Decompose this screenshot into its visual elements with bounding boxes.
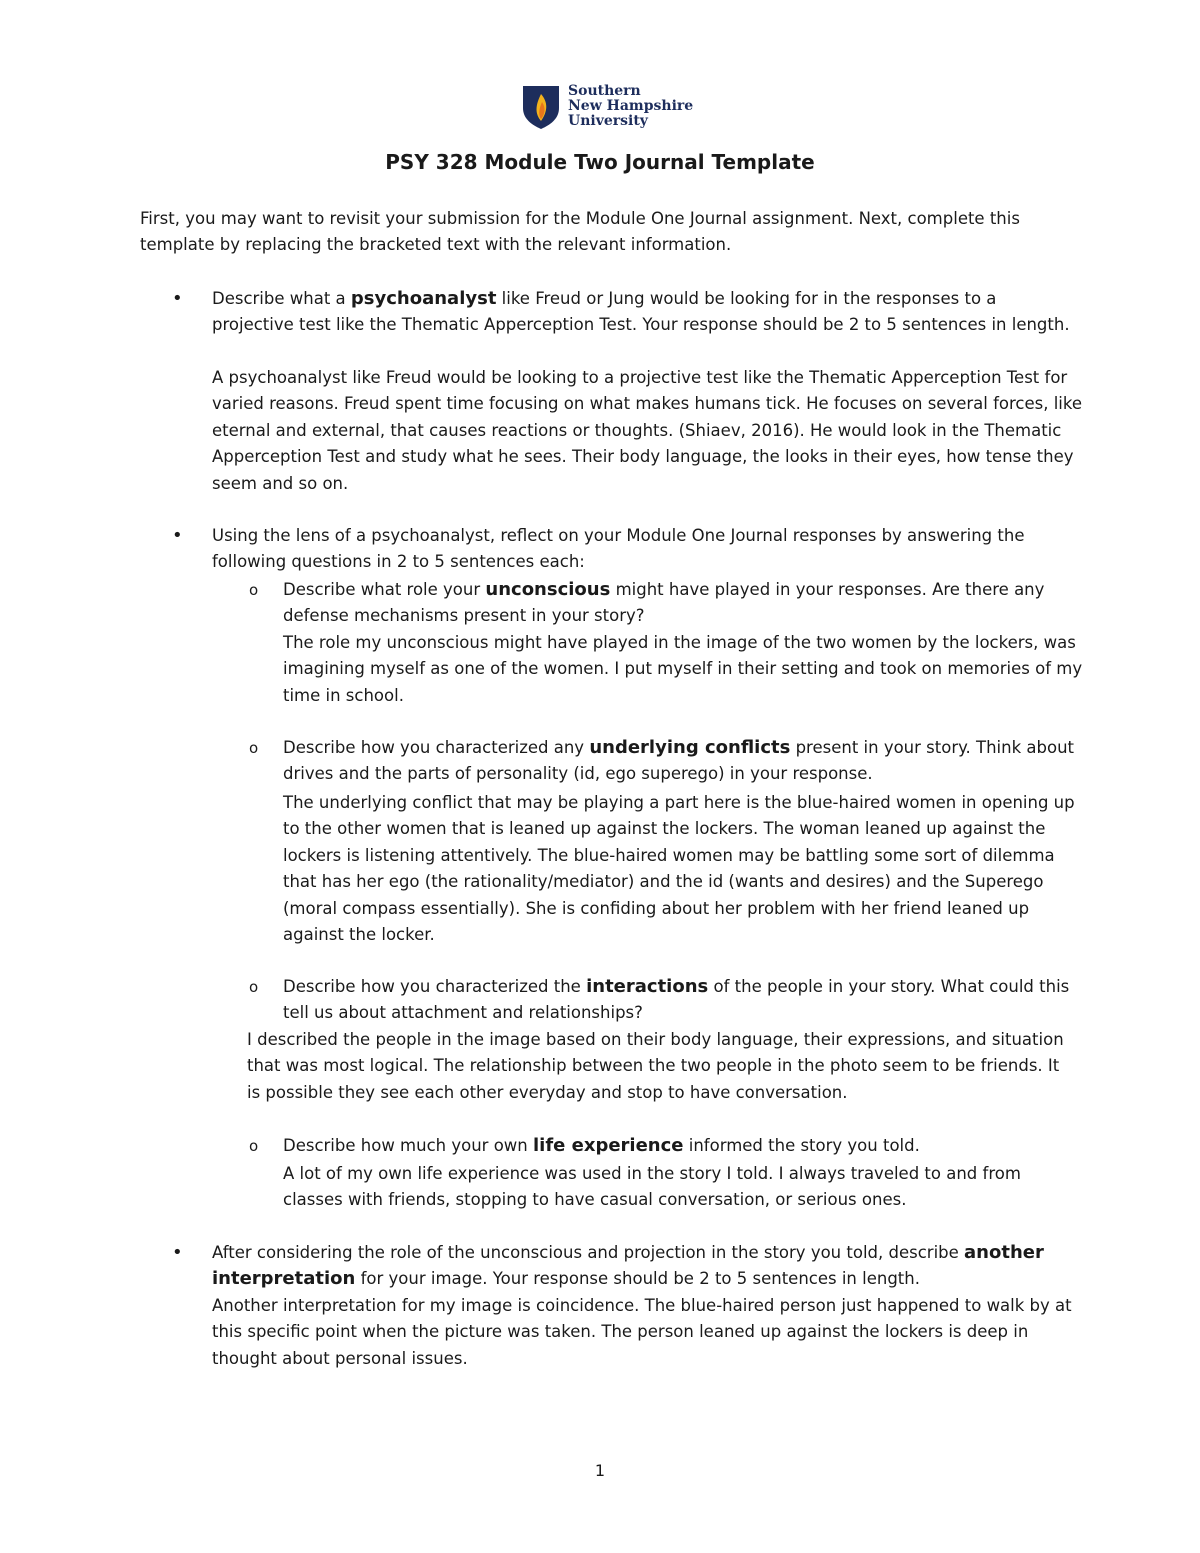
question-2: Describe how you characterized any underlying conflicts present in your story. Think about drives and the parts of personality (id, ego superego) in your response. — [283, 737, 1075, 784]
answer-2: The underlying conflict that may be playing a part here is the blue-haired women in opening up to the other women that is leaned up against the lockers. The woman leaned up against the lockers is listening attentively. The blue-haired women may be battling some sort of dilemma that has her ego (the rationality/mediator) and the id (wants and desires) and the Superego (moral compass essentially). She is confiding about her problem with her friend leaned up against the locker. — [283, 793, 1075, 945]
bullet-marker: • — [172, 1242, 183, 1263]
answer-3: I described the people in the image based on their body language, their expressions, and situation that was most logical. The relationship between the two people in the photo seem to be friends. It is possible they see each other everyday and stop to have conversation. — [247, 1030, 1064, 1102]
university-name — [568, 84, 693, 129]
page-number: 1 — [594, 1461, 606, 1480]
flame-shield-icon — [521, 84, 561, 130]
section1-prompt: Describe what a psychoanalyst like Freud or Jung would be looking for in the responses to a projective test like the Thematic Apperception Test. Your response should be 2 to 5 sentences in length. — [212, 288, 1070, 335]
page-title: PSY 328 Module Two Journal Template — [385, 150, 815, 174]
question-1: Describe what role your unconscious might have played in your responses. Are there any defense mechanisms present in your story? — [283, 579, 1045, 626]
key-term: unconscious — [485, 579, 611, 600]
logo-line-3: University — [568, 113, 648, 129]
section1-answer: A psychoanalyst like Freud would be looking to a projective test like the Thematic Apperception Test for varied reasons. Freud spent time focusing on what makes humans tick. He focuses on several forces, like eternal and external, that causes reactions or thoughts. (Shiaev, 2016). He would look in the Thematic Apperception Test and study what he sees. Their body language, the looks in their eyes, how tense they seem and so on. — [212, 368, 1082, 493]
question-4: Describe how much your own life experience informed the story you told. — [283, 1135, 920, 1156]
sub-bullet-marker: o — [249, 581, 259, 599]
question-3: Describe how you characterized the interactions of the people in your story. What could this tell us about attachment and relationships? — [283, 976, 1070, 1023]
key-term: life experience — [533, 1135, 684, 1156]
section3-prompt: After considering the role of the unconscious and projection in the story you told, describe another interpretation for your image. Your response should be 2 to 5 sentences in length. — [212, 1242, 1044, 1290]
section3-answer: Another interpretation for my image is coincidence. The blue-haired person just happened to walk by at this specific point when the picture was taken. The person leaned up against the lockers is deep in thought about personal issues. — [212, 1296, 1072, 1368]
bullet-marker: • — [172, 288, 183, 309]
key-term: interactions — [586, 976, 709, 997]
intro-paragraph: First, you may want to revisit your submission for the Module One Journal assignment. Next, complete this template by replacing the bracketed text with the relevant information. — [140, 209, 1020, 255]
answer-4: A lot of my own life experience was used in the story I told. I always traveled to and from classes with friends, stopping to have casual conversation, or serious ones. — [283, 1164, 1021, 1210]
bullet-marker: • — [172, 525, 183, 546]
answer-1: The role my unconscious might have played in the image of the two women by the lockers, was imagining myself as one of the women. I put myself in their setting and took on memories of my time in school. — [283, 633, 1083, 705]
sub-bullet-marker: o — [249, 978, 259, 996]
logo-line-2: New Hampshire — [568, 98, 694, 114]
section2-prompt: Using the lens of a psychoanalyst, reflect on your Module One Journal responses by answering the following questions in 2 to 5 sentences each: — [212, 526, 1025, 572]
key-term: psychoanalyst — [350, 288, 497, 309]
snhu-logo — [521, 83, 694, 134]
key-term: another interpretation — [212, 1242, 1044, 1290]
sub-bullet-marker: o — [249, 739, 259, 757]
key-term: underlying conflicts — [589, 737, 791, 758]
sub-bullet-marker: o — [249, 1137, 259, 1155]
logo-line-1: Southern — [568, 83, 641, 99]
